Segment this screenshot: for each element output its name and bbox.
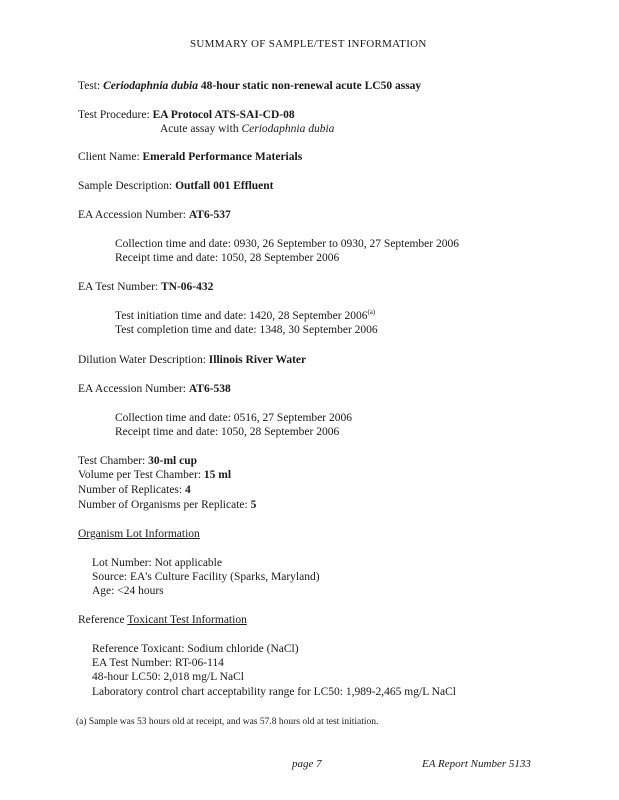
test-number-label: EA Test Number:: [78, 281, 159, 293]
reference-range: Laboratory control chart acceptability range for LC50: 1,989-2,465 mg/L NaCl: [92, 686, 456, 698]
organism-lot-source: Source: EA's Culture Facility (Sparks, Maryland): [92, 571, 320, 583]
client-line: [78, 151, 302, 164]
test-completion: Test completion time and date: 1348, 30 September 2006: [115, 324, 378, 336]
procedure-value: EA Protocol ATS-SAI-CD-08: [152, 109, 295, 121]
organisms-label: Number of Organisms per Replicate:: [78, 499, 248, 511]
replicates-value: 4: [184, 484, 191, 496]
dilution-label: Dilution Water Description:: [78, 354, 206, 366]
chamber-label: Test Chamber:: [78, 455, 146, 467]
footer-report-number: EA Report Number 5133: [422, 758, 531, 770]
page-title: SUMMARY OF SAMPLE/TEST INFORMATION: [190, 38, 427, 50]
replicates-label: Number of Replicates:: [78, 484, 183, 496]
accession1-line: [78, 209, 231, 222]
test-line: [78, 80, 421, 93]
organism-lot-number: Lot Number: Not applicable: [92, 557, 222, 569]
reference-heading-text: Toxicant Test Information: [127, 614, 247, 626]
test-description: 48-hour static non-renewal acute LC50 assay: [200, 80, 422, 92]
accession2-label: EA Accession Number:: [78, 383, 186, 395]
test-initiation: [115, 310, 375, 323]
volume-value: 15 ml: [203, 469, 232, 481]
dilution-value: Illinois River Water: [208, 354, 307, 366]
test-initiation-text: Test initiation time and date: 1420, 28 September 2006: [115, 310, 368, 322]
footnote: (a) Sample was 53 hours old at receipt, and was 57.8 hours old at test initiation.: [76, 717, 379, 727]
test-number-line: [78, 281, 213, 294]
client-value: Emerald Performance Materials: [142, 151, 303, 163]
volume-label: Volume per Test Chamber:: [78, 469, 202, 481]
accession1-value: AT6-537: [188, 209, 231, 221]
footer-page-number: page 7: [292, 758, 322, 770]
reference-heading: [78, 614, 247, 627]
sample-line: [78, 180, 273, 193]
organisms-line: [78, 499, 256, 512]
reference-test-number: EA Test Number: RT-06-114: [92, 657, 224, 669]
test-label: Test:: [78, 80, 101, 92]
reference-heading-prefix: Reference: [78, 614, 128, 626]
chamber-value: 30-ml cup: [148, 455, 197, 467]
dilution-line: [78, 354, 306, 367]
accession2-value: AT6-538: [188, 383, 231, 395]
accession2-receipt: Receipt time and date: 1050, 28 September 2006: [115, 426, 340, 438]
accession2-line: [78, 383, 231, 396]
organism-lot-age: Age: <24 hours: [92, 585, 164, 597]
reference-lc50: 48-hour LC50: 2,018 mg/L NaCl: [92, 671, 244, 683]
procedure-line: [78, 109, 295, 122]
reference-toxicant: Reference Toxicant: Sodium chloride (NaCl): [92, 643, 299, 655]
test-number-value: TN-06-432: [161, 281, 214, 293]
organism-lot-heading: Organism Lot Information: [78, 528, 200, 540]
client-label: Client Name:: [78, 151, 140, 163]
sample-value: Outfall 001 Effluent: [175, 180, 274, 192]
procedure-line2: [160, 123, 334, 136]
initiation-footnote-marker: (a): [367, 308, 376, 317]
chamber-line: [78, 455, 197, 468]
organisms-value: 5: [250, 499, 257, 511]
accession2-collection: Collection time and date: 0516, 27 September 2006: [115, 412, 352, 424]
volume-line: [78, 469, 231, 482]
procedure-label: Test Procedure:: [78, 109, 150, 121]
test-organism: Ceriodaphnia dubia: [103, 80, 198, 92]
procedure-line2-prefix: Acute assay with: [160, 123, 242, 135]
accession1-label: EA Accession Number:: [78, 209, 186, 221]
sample-label: Sample Description:: [78, 180, 173, 192]
procedure-line2-organism: Ceriodaphnia dubia: [241, 123, 335, 135]
accession1-collection: Collection time and date: 0930, 26 September to 0930, 27 September 2006: [115, 238, 459, 250]
accession1-receipt: Receipt time and date: 1050, 28 September 2006: [115, 252, 340, 264]
replicates-line: [78, 484, 191, 497]
